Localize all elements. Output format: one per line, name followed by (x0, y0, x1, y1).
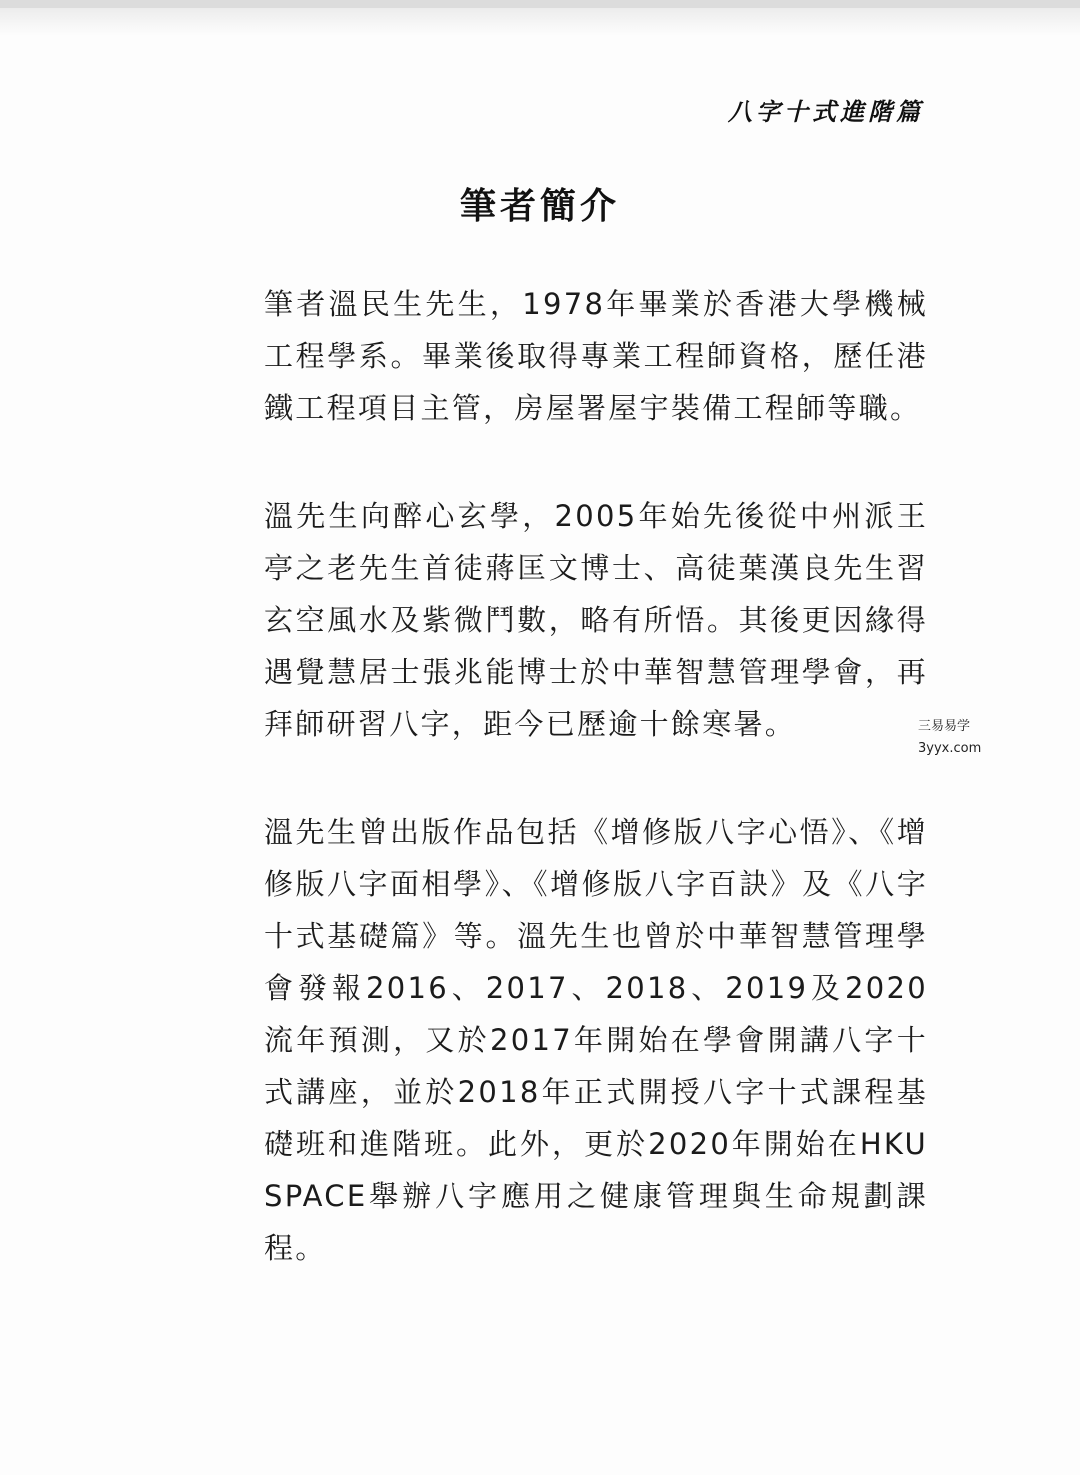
bio-paragraph-1: 筆者溫民生先生，1978年畢業於香港大學機械工程學系。畢業後取得專業工程師資格，歷任港鐵工程項目主管，房屋署屋宇裝備工程師等職。 (264, 287, 928, 425)
watermark (918, 716, 998, 760)
bio-paragraph-2: 溫先生向醉心玄學，2005年始先後從中州派王亭之老先生首徒蔣匡文博士、高徒葉漢良先生習玄空風水及紫微鬥數，略有所悟。其後更因緣得遇覺慧居士張兆能博士於中華智慧管理學會，再拜師研習八字，距今已歷逾十餘寒暑。 (264, 499, 928, 741)
author-bio (264, 278, 928, 1330)
watermark-line-1: 三易易学 (918, 719, 971, 734)
watermark-line-2: 3yyx.com (918, 741, 982, 756)
top-edge (0, 0, 1080, 8)
bio-paragraph-3: 溫先生曾出版作品包括《增修版八字心悟》、《增修版八字面相學》、《增修版八字百訣》及《八字十式基礎篇》等。溫先生也曾於中華智慧管理學會發報2016、2017、2018、2019及2020流年預測，又於2017年開始在學會開講八字十式講座，並於2018年正式開授八字十式課程基礎班和進階班。此外，更於2020年開始在HKU SPACE舉辦八字應用之健康管理與生命規劃課程。 (264, 815, 928, 1265)
top-edge-shadow (0, 8, 1080, 36)
running-header: 八字十式進階篇 (728, 97, 924, 126)
page-title: 筆者簡介 (459, 186, 620, 227)
